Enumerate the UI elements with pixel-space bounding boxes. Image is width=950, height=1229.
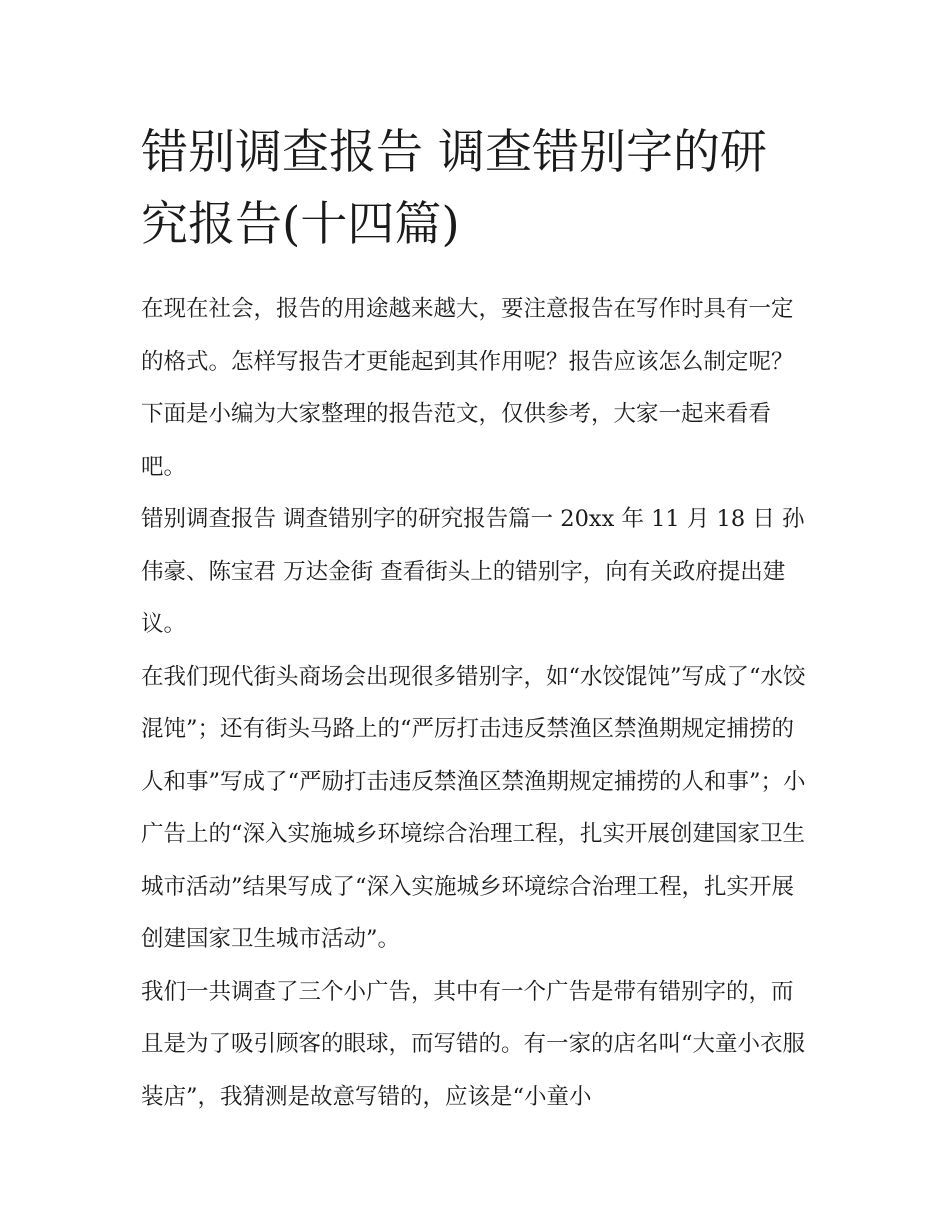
report-header-paragraph: 错别调查报告 调查错别字的研究报告篇一 20xx 年 11 月 18 日 孙伟豪、陈宝君 万达金街 查看街头上的错别字，向有关政府提出建议。	[141, 506, 805, 637]
intro-paragraph: 在现在社会，报告的用途越来越大，要注意报告在写作时具有一定的格式。怎样写报告才更能起到其作用呢？报告应该怎么制定呢？下面是小编为大家整理的报告范文，仅供参考，大家一起来看看吧。	[141, 296, 794, 480]
document-body	[141, 117, 813, 1123]
document-title: 错别调查报告 调查错别字的研究报告(十四篇)	[141, 125, 767, 252]
examples-paragraph: 在我们现代街头商场会出现很多错别字，如“水饺馄饨”写成了“水饺混饨”；还有街头马路上的“严厉打击违反禁渔区禁渔期规定捕捞的人和事”写成了“严励打击违反禁渔区禁渔期规定捕捞的人和事”；小广告上的“深入实施城乡环境综合治理工程，扎实开展创建国家卫生城市活动”结果写成了“深入实施城乡环境综合治理工程，扎实开展创建国家卫生城市活动”。	[141, 663, 806, 952]
survey-paragraph: 我们一共调查了三个小广告，其中有一个广告是带有错别字的，而且是为了吸引顾客的眼球，而写错的。有一家的店名叫“大童小衣服装店”，我猜测是故意写错的，应该是“小童小	[141, 978, 806, 1110]
